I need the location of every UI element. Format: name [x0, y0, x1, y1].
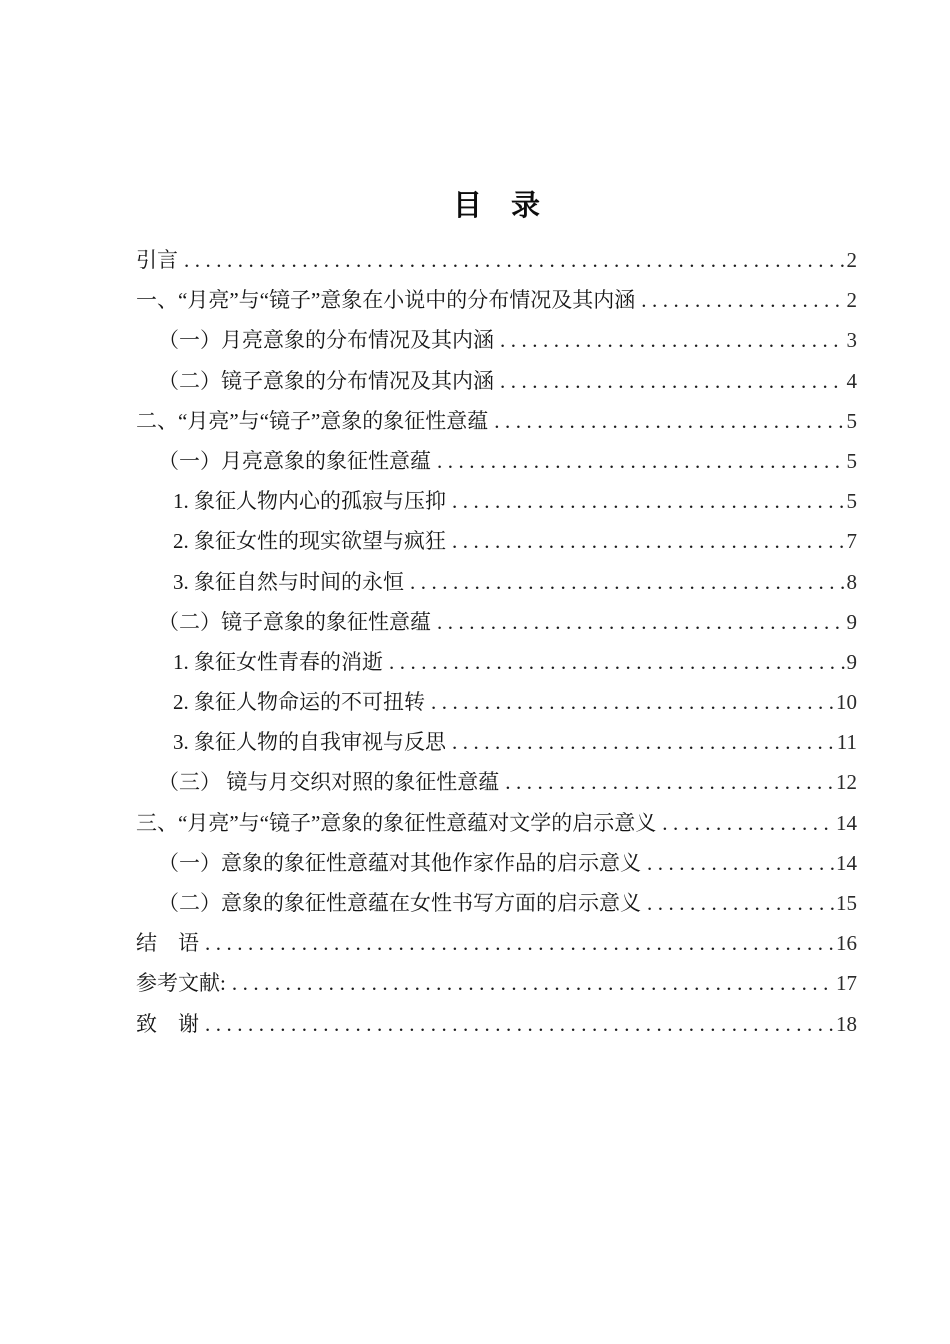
toc-entry-page: 17 — [836, 971, 857, 996]
toc-entry-page: 15 — [836, 891, 857, 915]
toc-entry-text: 二、“月亮”与“镜子”意象的象征性意蕴 — [136, 408, 489, 433]
toc-entry-section-1-1[interactable] — [136, 320, 857, 360]
toc-entry-sub-2-2-1[interactable] — [136, 642, 857, 682]
toc-entry-text: 3. 象征自然与时间的永恒 — [173, 569, 404, 594]
toc-entry-page: 5 — [846, 448, 857, 473]
dot-leader — [494, 401, 844, 441]
toc-entry-page: 10 — [836, 690, 857, 715]
dot-leader — [452, 521, 845, 561]
toc-entry-text: 1. 象征女性青春的消逝 — [173, 649, 383, 674]
toc-entry-text: （二）镜子意象的象征性意蕴 — [158, 609, 431, 634]
toc-entry-text: 结 语 — [136, 931, 199, 956]
toc-entry-page: 9 — [846, 649, 857, 674]
toc-entry-text: （二）意象的象征性意蕴在女性书写方面的启示意义 — [158, 891, 641, 915]
dot-leader — [184, 240, 845, 280]
toc-entry-text: 一、“月亮”与“镜子”意象在小说中的分布情况及其内涵 — [136, 288, 636, 313]
toc-entry-text: 致 谢 — [136, 1011, 199, 1036]
dot-leader — [662, 803, 834, 843]
toc-entry-section-2-3[interactable] — [136, 762, 857, 802]
toc-entry-sub-2-2-2[interactable] — [136, 682, 857, 722]
toc-entry-references[interactable] — [136, 963, 857, 1003]
dot-leader — [437, 602, 845, 642]
toc-entry-section-1-2[interactable] — [136, 361, 857, 401]
toc-entry-page: 2 — [846, 288, 857, 313]
toc-title: 目 录 — [452, 190, 540, 222]
toc-entry-page: 12 — [836, 770, 857, 795]
toc-entry-page: 8 — [846, 569, 857, 594]
toc-entry-text: （一）月亮意象的分布情况及其内涵 — [158, 328, 494, 353]
toc-entry-page: 11 — [836, 730, 857, 755]
toc-entry-page: 4 — [846, 368, 857, 393]
toc-entry-text: 参考文献: — [136, 971, 226, 996]
toc-entry-sub-2-1-2[interactable] — [136, 521, 857, 561]
toc-entry-text: 3. 象征人物的自我审视与反思 — [173, 730, 446, 755]
toc-entry-section-2-2[interactable] — [136, 602, 857, 642]
toc-entry-page: 9 — [846, 609, 857, 634]
toc-entry-section-2-1[interactable] — [136, 441, 857, 481]
dot-leader — [500, 320, 845, 360]
toc-entry-text: 1. 象征人物内心的孤寂与压抑 — [173, 489, 446, 514]
toc-entry-page: 18 — [836, 1011, 857, 1036]
dot-leader — [205, 1004, 834, 1044]
dot-leader — [410, 562, 845, 602]
toc-entry-text: 2. 象征人物命运的不可扭转 — [173, 690, 425, 715]
toc-entry-page: 5 — [846, 408, 857, 433]
dot-leader — [647, 843, 834, 883]
dot-leader — [389, 642, 845, 682]
toc-entry-acknowledgements[interactable] — [136, 1004, 857, 1044]
toc-entry-chapter-3[interactable] — [136, 803, 857, 843]
toc-entry-text: （一）月亮意象的象征性意蕴 — [158, 448, 431, 473]
toc-entry-page: 2 — [846, 248, 857, 272]
toc-entry-text: 2. 象征女性的现实欲望与疯狂 — [173, 529, 446, 554]
dot-leader — [641, 280, 844, 320]
dot-leader — [452, 722, 835, 762]
toc-entry-text: 三、“月亮”与“镜子”意象的象征性意蕴对文学的启示意义 — [136, 810, 657, 835]
toc-entry-text: （二）镜子意象的分布情况及其内涵 — [158, 368, 494, 393]
toc-entry-sub-2-1-3[interactable] — [136, 562, 857, 602]
dot-leader — [647, 883, 834, 923]
toc-entry-sub-2-1-1[interactable] — [136, 481, 857, 521]
toc-entry-section-3-1[interactable] — [136, 843, 857, 883]
toc-entry-page: 14 — [836, 810, 857, 835]
toc-entry-intro[interactable] — [136, 240, 857, 280]
dot-leader — [437, 441, 845, 481]
dot-leader — [431, 682, 834, 722]
toc-entry-page: 5 — [846, 489, 857, 514]
toc-entry-conclusion[interactable] — [136, 923, 857, 963]
toc-list — [136, 240, 857, 1044]
toc-entry-section-3-2[interactable] — [136, 883, 857, 923]
toc-entry-text: （一）意象的象征性意蕴对其他作家作品的启示意义 — [158, 850, 641, 875]
toc-entry-chapter-2[interactable] — [136, 401, 857, 441]
toc-entry-page: 16 — [836, 931, 857, 956]
toc-entry-page: 14 — [836, 850, 857, 875]
toc-entry-page: 7 — [846, 529, 857, 554]
dot-leader — [452, 481, 845, 521]
toc-entry-sub-2-2-3[interactable] — [136, 722, 857, 762]
dot-leader — [232, 963, 834, 1003]
toc-entry-page: 3 — [846, 328, 857, 353]
dot-leader — [205, 923, 834, 963]
dot-leader — [505, 762, 834, 802]
toc-entry-text: （三） 镜与月交织对照的象征性意蕴 — [158, 770, 500, 795]
toc-entry-chapter-1[interactable] — [136, 280, 857, 320]
dot-leader — [500, 361, 845, 401]
toc-entry-text: 引言 — [136, 248, 178, 272]
